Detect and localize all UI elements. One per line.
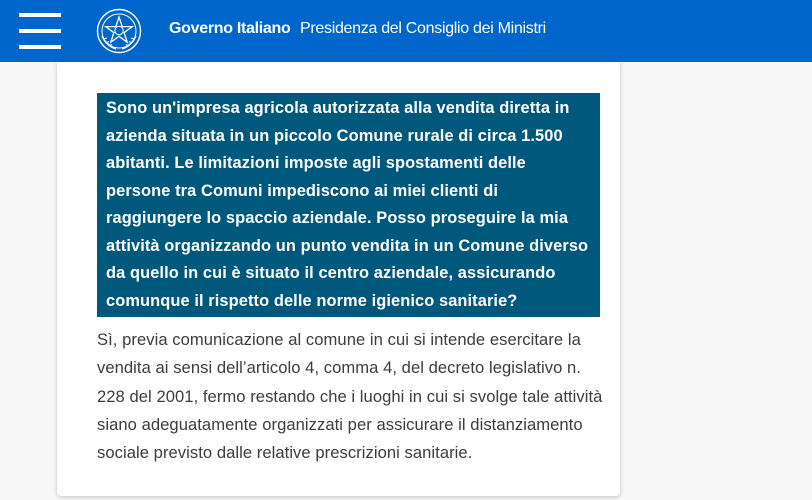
brand-title[interactable]: Governo Italiano [169, 20, 291, 37]
top-navigation-bar [0, 0, 812, 62]
menu-line [19, 13, 61, 17]
menu-line [19, 45, 61, 49]
menu-line [19, 29, 61, 33]
brand-subtitle[interactable]: Presidenza del Consiglio dei Ministri [300, 20, 546, 37]
hamburger-menu-icon[interactable] [19, 13, 61, 49]
faq-answer: Sì, previa comunicazione al comune in cui si intende esercitare la vendita ai sensi dell’articolo 4, comma 4, del decreto legislativo n. 228 del 2001, fermo restando che i luoghi in cui si svolge tale attività siano adeguatamente organizzati per assicurare il distanziamento sociale previsto dalle relative prescrizioni sanitarie. [97, 330, 603, 463]
faq-question: Sono un'impresa agricola autorizzata alla vendita diretta in azienda situata in un piccolo Comune rurale di circa 1.500 abitanti. Le limitazioni imposte agli spostamenti delle persone tra Comuni impediscono ai miei clienti di raggiungere lo spaccio aziendale. Posso proseguire la mia attività organizzando un punto vendita in un Comune diverso da quello in cui è situato il centro aziendale, assicurando comunque il rispetto delle norme igienico sanitarie? [97, 93, 600, 317]
italian-republic-emblem-icon[interactable] [96, 8, 142, 54]
faq-card [57, 62, 620, 496]
